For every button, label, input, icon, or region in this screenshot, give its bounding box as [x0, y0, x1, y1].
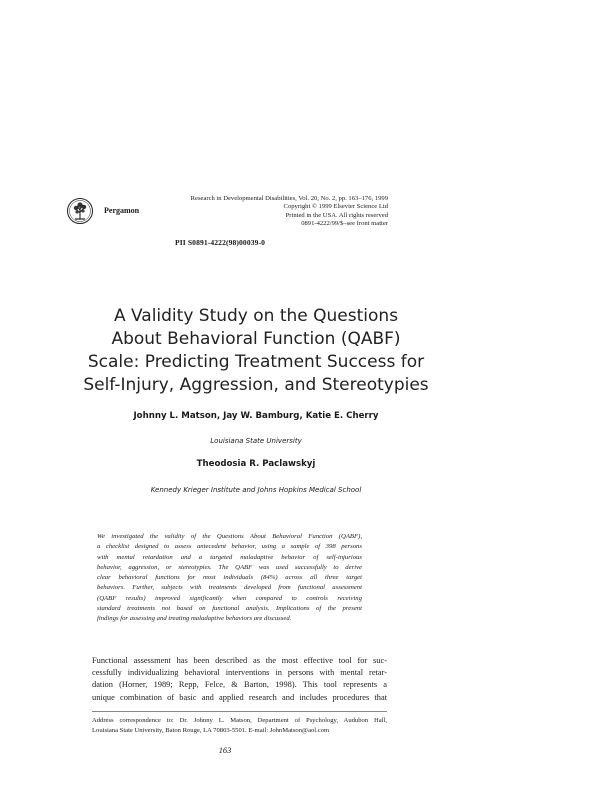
publisher-name: Pergamon [104, 206, 140, 215]
body-line: Functional assessment has been described as the most effective tool for suc- [92, 656, 387, 665]
title-line: A Validity Study on the Questions [113, 306, 399, 326]
author-list: Johnny L. Matson, Jay W. Bamburg, Katie E. Cherry [133, 411, 379, 421]
affiliation-lsu: Louisiana State University [210, 437, 302, 445]
footnote-line: Louisiana State University, Baton Rouge, LA 70803-5501. E-mail: JohnMatson@aol.com [92, 727, 330, 735]
title-line: Scale: Predicting Treatment Success for [87, 352, 425, 372]
abstract-line: standard treatments not based on functional analysis. Implications of the present [97, 605, 362, 613]
pii-identifier: PII S0891-4222(98)00039-0 [175, 238, 266, 247]
correspondence-footnote [92, 716, 387, 737]
abstract-line: a checklist designed to assess antecedent behavior, using a sample of 398 persons [97, 543, 362, 551]
elsevier-tree-logo-icon [66, 197, 94, 225]
body-line: unique combination of basic and applied research and includes procedures that [92, 692, 387, 702]
author-second-group: Theodosia R. Paclawskyj [196, 459, 316, 469]
copyright-line: Copyright © 1999 Elsevier Science Ltd [283, 203, 388, 211]
title-line: Self-Injury, Aggression, and Stereotypies [83, 375, 429, 395]
abstract-line: behavior, aggression, or stereotypies. The QABF was used successfully to derive [97, 563, 362, 571]
body-line: dation (Horner, 1989; Repp, Felce, & Barton, 1998). This tool represents a [92, 680, 387, 690]
abstract-line: behaviors. Further, subjects with treatments developed from functional assessment [97, 584, 362, 592]
abstract-line: We investigated the validity of the Questions About Behavioral Function (QABF), [97, 533, 362, 540]
page-number: 163 [218, 746, 232, 755]
article-title [60, 305, 452, 397]
abstract-line: clear behavioral functions for most individuals (84%) across all three target [97, 574, 362, 582]
body-line: cessfully individualizing behavioral interventions in persons with mental retar- [92, 668, 387, 678]
abstract-line: (QABF results) improved significantly when compared to controls receiving [97, 594, 362, 602]
abstract-line: with mental retardation and a targeted maladaptive behavior of self-injurious [97, 553, 362, 561]
abstract [97, 532, 362, 625]
footnote-line: Address correspondence to: Dr. Johnny L. Matson, Department of Psychology, Audubon Hall, [92, 717, 387, 724]
affiliation-kennedy-krieger: Kennedy Krieger Institute and Johns Hopkins Medical School [150, 486, 362, 494]
abstract-line: findings for assessing and treating maladaptive behaviors are discussed. [97, 615, 292, 623]
journal-citation-line: Research in Developmental Disabilities, Vol. 20, No. 2, pp. 163–176, 1999 [190, 195, 388, 202]
body-paragraph [92, 655, 387, 704]
rights-line: Printed in the USA. All rights reserved [285, 211, 388, 219]
footnote-divider [92, 711, 387, 712]
title-line: About Behavioral Function (QABF) [111, 329, 401, 349]
journal-citation [191, 195, 388, 229]
issn-line: 0891-4222/99/$–see front matter [301, 220, 388, 228]
